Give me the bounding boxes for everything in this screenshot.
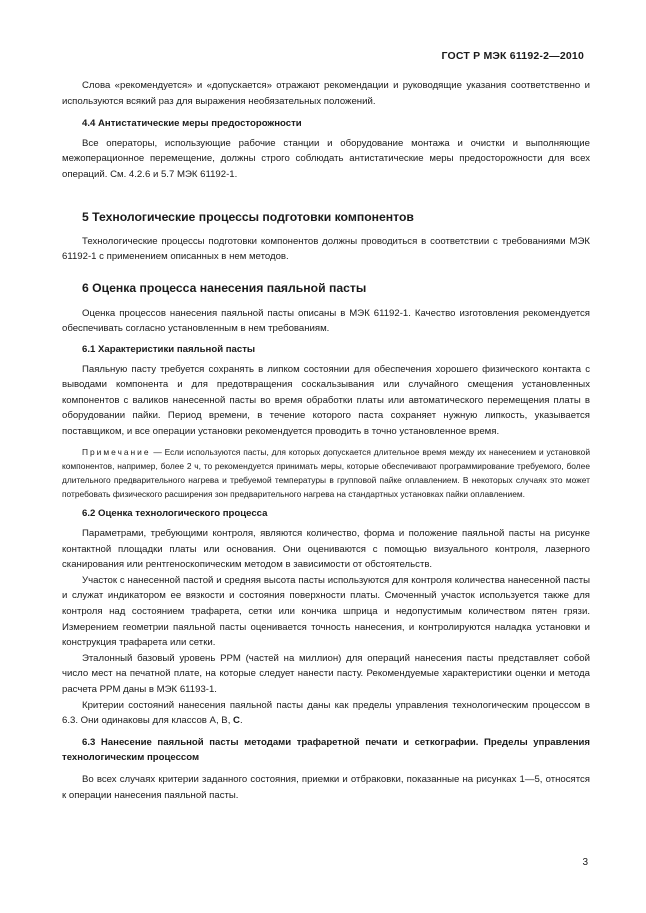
paragraph-6-2-4-end: .	[239, 715, 243, 727]
heading-section-6: 6 Оценка процесса нанесения паяльной пасты	[82, 280, 367, 295]
heading-6-3: 6.3 Нанесение паяльной пасты методами трафаретной печати и сеткографии. Пределы управления технологическим процессом	[62, 736, 590, 764]
page-number: 3	[582, 857, 588, 868]
heading-6-2: 6.2 Оценка технологического процесса	[82, 507, 268, 519]
paragraph-section-6: Оценка процессов нанесения паяльной пасты описаны в МЭК 61192-1. Качество изготовления рекомендуется обеспечивать согласно установленным в нем требованиям.	[62, 307, 590, 335]
note-label: Примечание	[82, 446, 151, 457]
page-content	[62, 78, 590, 803]
paragraph-6-2-4-text: Критерии состояний нанесения паяльной пасты даны как пределы управления технологическим процессом в 6.3. Они одинаковы для классов А, В,	[62, 699, 590, 727]
paragraph-6-2-2: Участок с нанесенной пастой и средняя высота пасты используются для контроля количества нанесенной пасты и служат индикатором ее вязкости и состояния поверхности платы. Смоченный участок используется также для контроля над состоянием трафарета, сетки или кончика шприца и недопустимым количеством пятен грязи. Измерением геометрии паяльной пасты оценивается точность нанесения, и контролируются наладка установки и конструкция трафарета или сетки.	[62, 574, 590, 649]
note-text: — Если используются пасты, для которых допускается длительное время между их нанесением и установкой компонентов, например, более 2 ч, то рекомендуется принимать меры, которые обеспечивают программирование требуемого, более длительного предварительного нагрева и требуемой температуры в групповой пайке оплавлением. В некоторых случаях это может потребовать физического расширения зон предварительного нагрева на стандартных установках пайки оплавлением.	[62, 446, 590, 499]
heading-6-1: 6.1 Характеристики паяльной пасты	[82, 343, 256, 355]
document-header: ГОСТ Р МЭК 61192-2—2010	[441, 50, 584, 62]
intro-paragraph: Слова «рекомендуется» и «допускается» отражают рекомендации и руководящие указания соответственно и используются всякий раз для выражения необязательных положений.	[62, 80, 590, 107]
class-c-label: С	[233, 715, 240, 727]
heading-4-4: 4.4 Антистатические меры предосторожности	[82, 118, 302, 130]
note-6-1	[62, 445, 590, 501]
paragraph-6-2-4	[62, 698, 590, 729]
paragraph-6-2-1: Параметрами, требующими контроля, являются количество, форма и положение паяльной пасты на рисунке контактной площадки платы или основания. Они оцениваются с помощью визуального контроля, лазерного сканирования или рентгеноскопическим методом в зависимости от обстоятельств.	[62, 528, 590, 571]
paragraph-4-4: Все операторы, использующие рабочие станции и оборудование монтажа и очистки и выполняющие межоперационное перемещение, должны строго соблюдать антистатические меры предосторожности для всех операций. См. 4.2.6 и 5.7 МЭК 61192-1.	[62, 137, 590, 180]
paragraph-section-5: Технологические процессы подготовки компонентов должны проводиться в соответствии с требованиями МЭК 61192-1 с применением описанных в нем методов.	[62, 235, 590, 263]
heading-section-5: 5 Технологические процессы подготовки компонентов	[82, 209, 414, 224]
paragraph-6-2-3: Эталонный базовый уровень PPM (частей на миллион) для операций нанесения пасты представляет собой число мест на печатной плате, на которые следует нанести пасту. Рекомендуемые характеристики оценки и метода расчета PPM даны в МЭК 61193-1.	[62, 652, 590, 696]
paragraph-6-3: Во всех случаях критерии заданного состояния, приемки и отбраковки, показанные на рисунках 1—5, относятся к операции нанесения паяльной пасты.	[62, 774, 590, 801]
paragraph-6-1: Паяльную пасту требуется сохранять в липком состоянии для обеспечения хорошего физического контакта с выводами компонента и для предотвращения соскальзывания или случайного смещения установленных компонентов с валиков нанесенной пасты во время обработки платы или автоматического перемещения платы в оборудовании пайки. Период времени, в течение которого паста сохраняет нужную липкость, указывается поставщиком, и все операции установки рекомендуется проводить в точно установленное время.	[62, 363, 590, 437]
